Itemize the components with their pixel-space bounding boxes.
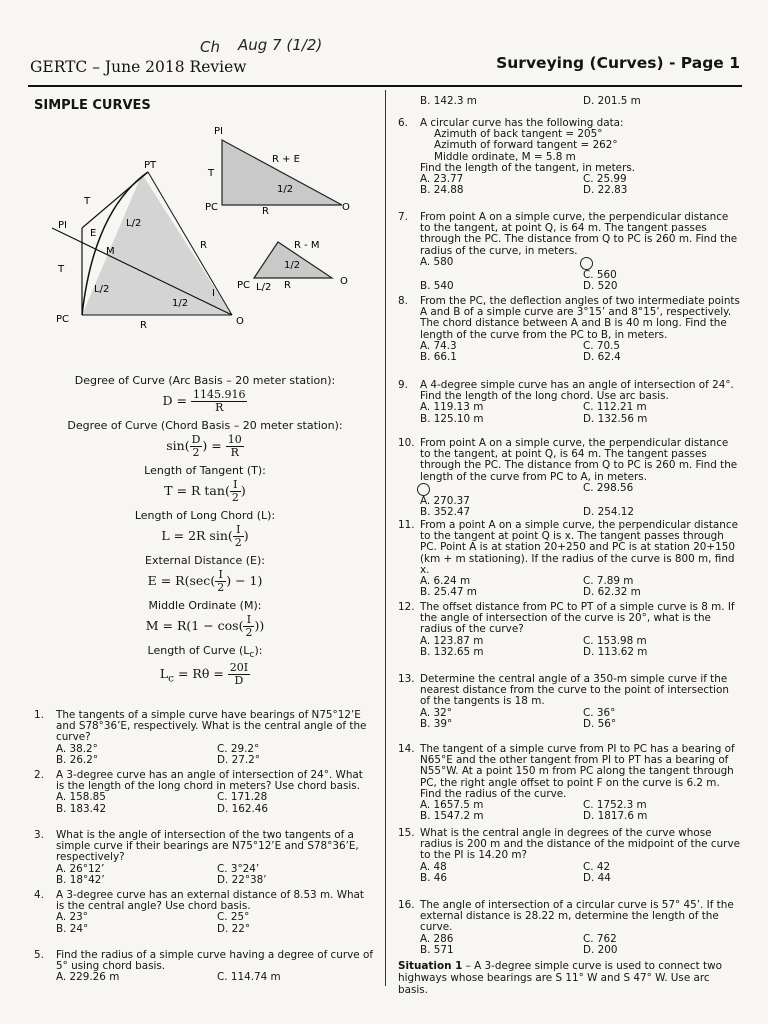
- option-c[interactable]: C. 298.56: [583, 481, 634, 494]
- formula-list: [40, 372, 370, 692]
- option-a[interactable]: A. 74.3: [420, 339, 457, 352]
- label-r-main: R: [200, 240, 207, 251]
- question-number: 8.: [398, 295, 408, 307]
- label-r-plus-e: R + E: [272, 154, 301, 165]
- question-number: 1.: [34, 709, 44, 721]
- question-15: [398, 828, 742, 884]
- option-c[interactable]: C. 70.5: [583, 339, 620, 352]
- option-d[interactable]: D. 22°38’: [217, 873, 267, 886]
- label-o-main: O: [236, 316, 244, 327]
- option-c[interactable]: C. 762: [583, 932, 617, 945]
- question-stem: A 3-degree curve has an external distance of 8.53 m. What is the central angle? Use chord basis.: [56, 889, 364, 913]
- option-d[interactable]: D. 56°: [583, 717, 617, 730]
- formula-curve-den: D: [234, 674, 244, 688]
- option-c[interactable]: C. 153.98 m: [583, 634, 647, 647]
- header-course-title: GERTC – June 2018 Review: [30, 58, 247, 76]
- option-d[interactable]: D. 22.83: [583, 184, 628, 197]
- question-stem: A 4-degree simple curve has an angle of intersection of 24°. Find the length of the long chord. Use arc basis.: [420, 379, 734, 403]
- formula-middle-label: Middle Ordinate (M):: [148, 599, 262, 612]
- question-number: 6.: [398, 117, 408, 129]
- question-5-continued: [398, 96, 742, 107]
- label-pc-top: PC: [205, 202, 219, 213]
- question-6: [398, 118, 742, 196]
- formula-tangent-lhs: T = R tan: [164, 483, 225, 498]
- option-d[interactable]: D. 201.5 m: [583, 95, 641, 107]
- question-5: [34, 950, 374, 984]
- situation-label: Situation 1: [398, 960, 463, 972]
- formula-external-a: E = R: [147, 573, 185, 588]
- formula-long-chord: L = 2R sin( $\frac{I}{2}$ ): [161, 523, 249, 549]
- question-3: [34, 830, 374, 886]
- formula-curve-mid: = Rθ =: [177, 666, 224, 682]
- question-data-line: Azimuth of back tangent = 205°: [434, 128, 603, 141]
- option-b[interactable]: B. 18°42’: [56, 873, 105, 886]
- option-d[interactable]: D. 62.32 m: [583, 586, 641, 599]
- label-pi-top: PI: [214, 126, 223, 137]
- question-stem: The angle of intersection of a circular curve is 57° 45’. If the external distance is 28.22 m, determine the length of the curve.: [420, 899, 734, 934]
- option-b[interactable]: B. 142.3 m: [420, 95, 477, 107]
- answer-circle-icon: [580, 257, 593, 270]
- question-number: 15.: [398, 827, 415, 839]
- formula-degree-chord: sin( $\frac{D}{2}$ ) = $\frac{10}{R}$: [166, 433, 242, 459]
- option-c[interactable]: C. 171.28: [217, 791, 268, 804]
- tangent-external-triangle: [222, 140, 342, 205]
- label-o-top: O: [342, 202, 350, 213]
- section-title: SIMPLE CURVES: [34, 98, 151, 113]
- question-14: [398, 744, 742, 822]
- question-stem: The tangents of a simple curve have bearings of N75°12’E and S78°36’E, respectively. What is the central angle of the curve?: [56, 709, 367, 744]
- formula-degree-chord-sin: sin: [166, 438, 185, 453]
- question-8: [398, 296, 742, 363]
- option-c[interactable]: C. 3°24’: [217, 862, 260, 875]
- option-b[interactable]: B. 352.47: [420, 506, 471, 519]
- formula-degree-arc-num: 1145.916: [192, 388, 246, 401]
- option-a[interactable]: A. 32°: [420, 706, 452, 719]
- question-number: 9.: [398, 379, 408, 391]
- formula-middle-b: 1 − cos: [191, 618, 239, 633]
- option-c[interactable]: C. 36°: [583, 706, 616, 719]
- option-c[interactable]: C. 29.2°: [217, 742, 260, 755]
- option-b[interactable]: B. 1547.2 m: [420, 810, 484, 823]
- question-number: 4.: [34, 889, 44, 901]
- formula-curve-label-sub: c: [249, 649, 255, 661]
- option-a[interactable]: A. 48: [420, 860, 447, 873]
- option-b[interactable]: B. 24.88: [420, 184, 464, 197]
- option-b[interactable]: B. 125.10 m: [420, 412, 484, 425]
- label-half-mid: 1/2: [284, 260, 301, 271]
- option-b[interactable]: B. 132.65 m: [420, 645, 484, 658]
- question-stem: The tangent of a simple curve from PI to PC has a bearing of N65°E and the other tangent from PI to PT has a bearing of N55°W. At a point 150 m from PC along the tangent through PC, the right angle offset to point F on the curve is 6.2 m. Find the radius of the curve.: [420, 743, 735, 800]
- formula-tangent: T = R tan( $\frac{I}{2}$ ): [164, 478, 246, 504]
- option-b[interactable]: B. 24°: [56, 922, 89, 935]
- option-d[interactable]: D. 132.56 m: [583, 412, 648, 425]
- formula-curve-label: [40, 644, 370, 660]
- option-a-text: A. 270.37: [420, 494, 470, 507]
- formula-middle: M = R(1 − cos( $\frac{I}{2}$ )): [145, 613, 265, 639]
- label-l2-mid: L/2: [256, 282, 272, 293]
- question-data-line: Middle ordinate, M = 5.8 m: [434, 150, 576, 163]
- formula-long-chord-num: I: [233, 524, 244, 537]
- question-number: 3.: [34, 829, 44, 841]
- label-t-top: T: [208, 168, 215, 179]
- question-stem: A circular curve has the following data:: [420, 117, 624, 129]
- option-c[interactable]: C. 42: [583, 860, 611, 873]
- question-stem: From the PC, the deflection angles of two intermediate points A and B of a simple curve are 3°15’ and 8°15’, respectively. The chord distance between A and B is 40 m long. Find the length of the curve from the PC to B, in meters.: [420, 295, 740, 341]
- label-half-main: 1/2: [172, 298, 189, 309]
- label-t-2: T: [84, 196, 91, 207]
- label-half-top: 1/2: [277, 184, 294, 195]
- simple-curve-diagram: [22, 110, 372, 340]
- option-c[interactable]: C. 114.74 m: [217, 971, 281, 984]
- question-16: [398, 900, 742, 956]
- formula-tangent-den: 2: [231, 491, 239, 504]
- question-number: 10.: [398, 437, 415, 449]
- formula-degree-chord-arg-num: D: [191, 433, 201, 446]
- formula-curve-label-end: ):: [254, 644, 263, 657]
- question-2: [34, 770, 374, 815]
- option-a[interactable]: A. 23°: [56, 911, 88, 924]
- option-a[interactable]: A. 23.77: [420, 173, 464, 186]
- question-stem: Determine the central angle of a 350-m simple curve if the nearest distance from the curve to the point of intersection of the tangents is 18 m.: [420, 673, 729, 708]
- formula-long-chord-label: Length of Long Chord (L):: [134, 509, 276, 522]
- question-stem: A 3-degree curve has an angle of intersection of 24°. What is the length of the long chord in meters? Use chord basis.: [56, 769, 363, 793]
- formula-degree-chord-num: 10: [227, 433, 242, 446]
- option-b[interactable]: B. 26.2°: [56, 753, 99, 766]
- formula-degree-arc-label: Degree of Curve (Arc Basis – 20 meter station):: [74, 374, 336, 387]
- option-a[interactable]: A. 26°12’: [56, 862, 105, 875]
- formula-external-b: sec: [189, 573, 211, 588]
- option-c[interactable]: C. 25.99: [583, 173, 627, 186]
- label-r-top: R: [262, 206, 269, 217]
- question-stem: The offset distance from PC to PT of a simple curve is 8 m. If the angle of intersection of the curve is 20°, what is the radius of the curve?: [420, 601, 735, 636]
- question-number: 13.: [398, 673, 415, 685]
- label-r-left: R: [140, 320, 147, 331]
- label-pc-left: PC: [56, 314, 70, 325]
- question-number: 12.: [398, 601, 415, 613]
- formula-external-label: External Distance (E):: [145, 554, 265, 567]
- question-1: [34, 710, 374, 766]
- option-d[interactable]: D. 113.62 m: [583, 645, 648, 658]
- question-13: [398, 674, 742, 730]
- option-c[interactable]: C. 7.89 m: [583, 575, 634, 588]
- label-i: I: [212, 288, 215, 299]
- formula-external-c: − 1: [235, 573, 258, 588]
- formula-middle-num: I: [243, 614, 254, 627]
- question-number: 16.: [398, 899, 415, 911]
- label-r-minus-m: R - M: [294, 240, 320, 251]
- option-a[interactable]: A. 1657.5 m: [420, 799, 484, 812]
- option-c[interactable]: [583, 257, 742, 281]
- situation-text: – A 3-degree simple curve is used to connect two highways whose bearings are S 11° W and S 47° W. Use arc basis.: [398, 960, 722, 996]
- formula-external: E = R(sec( $\frac{I}{2}$ ) − 1): [147, 568, 263, 594]
- formula-degree-chord-arg-den: 2: [192, 446, 200, 459]
- question-12: [398, 602, 742, 658]
- formula-external-num: I: [215, 569, 226, 582]
- option-c-text: C. 560: [583, 268, 617, 281]
- formula-external-den: 2: [217, 581, 225, 594]
- header-rule: [28, 85, 742, 87]
- formula-curve-label-text: Length of Curve (L: [147, 644, 250, 657]
- option-a[interactable]: A. 158.85: [56, 791, 106, 804]
- question-number: 11.: [398, 519, 415, 531]
- option-d[interactable]: D. 27.2°: [217, 753, 260, 766]
- formula-long-chord-lhs: L = 2R sin: [161, 528, 228, 543]
- option-c[interactable]: C. 25°: [217, 911, 250, 924]
- formula-degree-arc: [40, 389, 370, 414]
- option-a[interactable]: A. 580: [420, 255, 454, 268]
- option-b[interactable]: B. 46: [420, 871, 447, 884]
- option-d[interactable]: D. 44: [583, 871, 611, 884]
- option-d[interactable]: D. 22°: [217, 922, 251, 935]
- question-10: [398, 438, 742, 518]
- label-l2-b: L/2: [94, 284, 110, 295]
- question-stem: What is the angle of intersection of the two tangents of a simple curve if their bearings are N75°12’E and S78°36’E, respectively?: [56, 829, 359, 864]
- formula-curve-lhs-sub: c: [168, 672, 174, 685]
- label-e: E: [90, 228, 97, 239]
- option-d[interactable]: D. 200: [583, 943, 618, 956]
- label-t-left: T: [58, 264, 65, 275]
- option-a[interactable]: A. 119.13 m: [420, 401, 484, 414]
- option-b[interactable]: B. 25.47 m: [420, 586, 477, 599]
- label-pc-mid: PC: [237, 280, 251, 291]
- option-d[interactable]: D. 1817.6 m: [583, 810, 648, 823]
- question-4: [34, 890, 374, 935]
- question-7: [398, 212, 742, 292]
- option-b[interactable]: B. 66.1: [420, 351, 457, 364]
- option-a[interactable]: A. 123.87 m: [420, 634, 484, 647]
- question-stem-2: Find the length of the tangent, in meters.: [420, 161, 636, 174]
- formula-tangent-label: Length of Tangent (T):: [144, 464, 266, 477]
- situation-1: [398, 960, 742, 996]
- question-number: 2.: [34, 769, 44, 781]
- question-stem: From a point A on a simple curve, the perpendicular distance to the tangent at point Q is x. The tangent passes through PC. Point A is at station 20+250 and PC is at station 20+150 (km + m stationing). If the radius of the curve is 800 m, find x.: [420, 519, 738, 576]
- formula-long-chord-den: 2: [234, 536, 242, 549]
- option-a[interactable]: A. 38.2°: [56, 742, 98, 755]
- option-a[interactable]: A. 286: [420, 932, 454, 945]
- label-l2-a: L/2: [126, 218, 142, 229]
- option-a[interactable]: [420, 483, 579, 507]
- question-stem: What is the central angle in degrees of the curve whose radius is 200 m and the distance of the midpoint of the curve to the PI is 14.20 m?: [420, 827, 740, 862]
- question-number: 5.: [34, 949, 44, 961]
- handwritten-note-ch: Ch: [200, 38, 220, 56]
- formula-middle-a: M = R: [145, 618, 187, 633]
- formula-degree-chord-eq: =: [211, 438, 222, 453]
- option-d[interactable]: D. 254.12: [583, 506, 634, 519]
- option-b[interactable]: B. 183.42: [56, 802, 107, 815]
- formula-curve: [40, 662, 370, 687]
- question-stem: Find the radius of a simple curve having a degree of curve of 5° using chord basis.: [56, 949, 373, 973]
- question-stem: From point A on a simple curve, the perpendicular distance to the tangent, at point Q, is 64 m. The tangent passes through the PC. The distance from Q to PC is 260 m. Find the radius of the curve, in meters.: [420, 211, 738, 257]
- option-b[interactable]: B. 39°: [420, 717, 453, 730]
- formula-degree-chord-label: Degree of Curve (Chord Basis – 20 meter station):: [67, 419, 343, 432]
- option-c[interactable]: C. 112.21 m: [583, 401, 647, 414]
- option-a[interactable]: A. 6.24 m: [420, 575, 471, 588]
- label-pt: PT: [144, 160, 157, 171]
- label-m: M: [106, 246, 115, 257]
- label-pi-left: PI: [58, 220, 67, 231]
- answer-circle-icon: [417, 483, 430, 496]
- formula-degree-arc-den: R: [215, 401, 224, 414]
- question-data-line: Azimuth of forward tangent = 262°: [434, 139, 618, 152]
- option-c[interactable]: C. 1752.3 m: [583, 799, 647, 812]
- question-number: 14.: [398, 743, 415, 755]
- formula-degree-arc-lhs: D =: [162, 393, 187, 408]
- option-a[interactable]: A. 229.26 m: [56, 971, 120, 984]
- option-d[interactable]: D. 162.46: [217, 802, 268, 815]
- option-b[interactable]: B. 540: [420, 280, 454, 293]
- question-11: [398, 520, 742, 598]
- formula-middle-den: 2: [245, 626, 253, 639]
- question-number: 7.: [398, 211, 408, 223]
- formula-degree-chord-den: R: [230, 446, 239, 459]
- header-page-title: Surveying (Curves) - Page 1: [496, 54, 740, 72]
- option-d[interactable]: D. 62.4: [583, 351, 621, 364]
- column-divider: [385, 90, 386, 986]
- option-b[interactable]: B. 571: [420, 943, 454, 956]
- label-o-mid: O: [340, 276, 348, 287]
- question-stem: From point A on a simple curve, the perpendicular distance to the tangent, at point Q, is 64 m. The tangent passes through the PC. The distance from Q to PC is 260 m. Find the length of the curve from PC to A, in meters.: [420, 437, 738, 483]
- option-d[interactable]: D. 520: [583, 280, 618, 293]
- formula-curve-lhs: L: [159, 666, 169, 682]
- handwritten-note-date: Aug 7 (1/2): [238, 36, 323, 54]
- formula-tangent-num: I: [230, 479, 241, 492]
- question-9: [398, 380, 742, 425]
- label-r-mid: R: [284, 280, 291, 291]
- formula-curve-num: 20I: [229, 661, 249, 675]
